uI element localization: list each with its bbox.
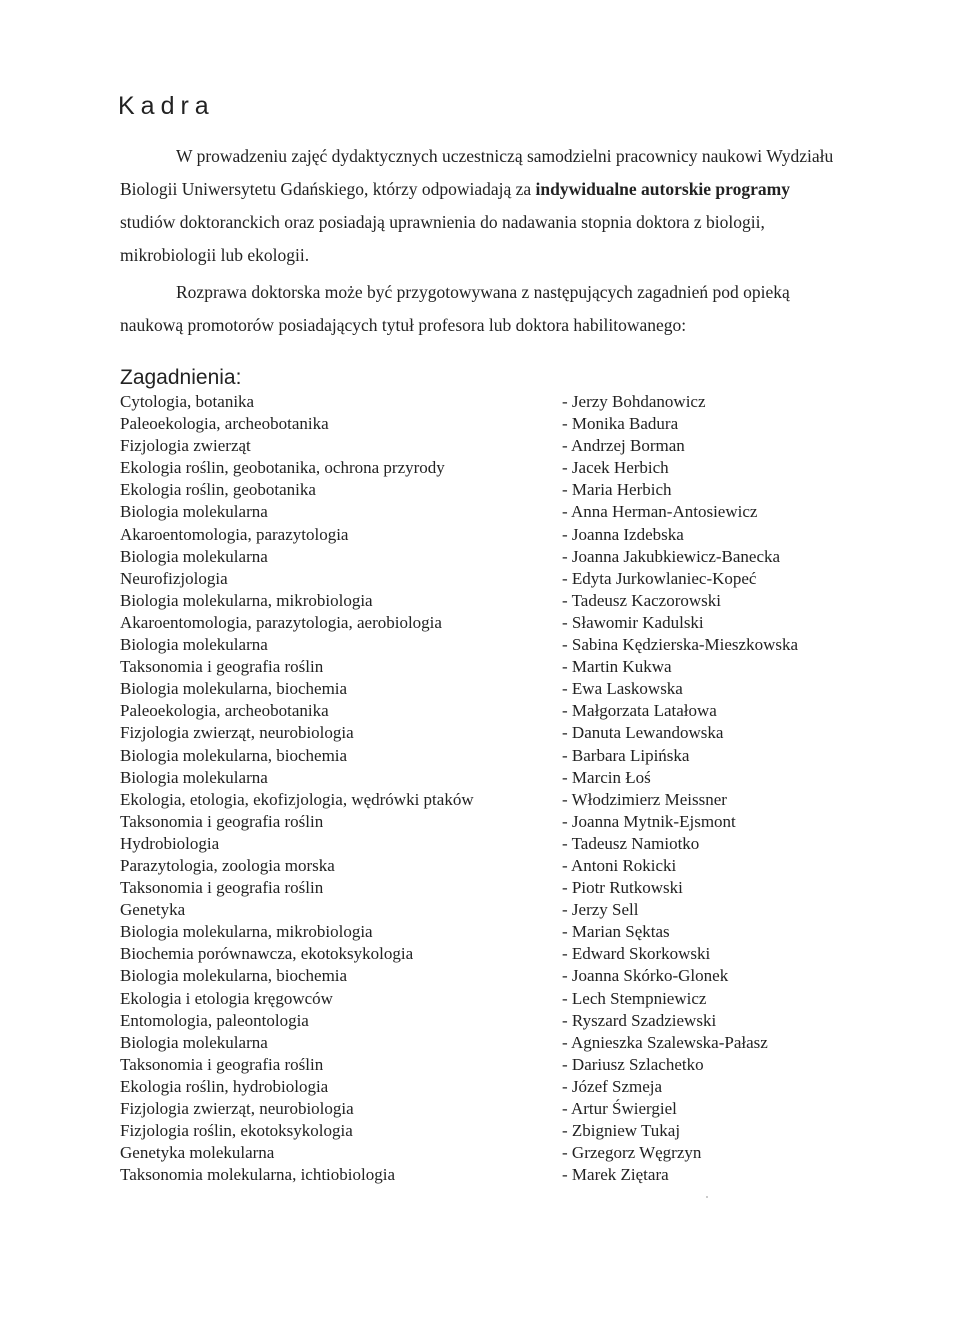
supervisor-item: - Sławomir Kadulski bbox=[562, 612, 704, 632]
topic-item: Ekologia, etologia, ekofizjologia, wędrówki ptaków bbox=[120, 789, 474, 809]
supervisor-item: - Ewa Laskowska bbox=[562, 679, 683, 699]
page-title: Kadra bbox=[118, 92, 215, 120]
supervisor-item: - Małgorzata Latałowa bbox=[562, 701, 717, 721]
topic-item: Taksonomia i geografia roślin bbox=[120, 1054, 324, 1074]
supervisor-item: - Piotr Rutkowski bbox=[562, 878, 683, 898]
supervisor-item: - Józef Szmeja bbox=[562, 1076, 663, 1096]
supervisor-item: - Artur Świergiel bbox=[562, 1099, 677, 1118]
scan-speck bbox=[706, 1196, 708, 1198]
supervisor-item: - Lech Stempniewicz bbox=[562, 988, 707, 1008]
supervisor-item: - Jacek Herbich bbox=[562, 458, 669, 478]
topic-item: Taksonomia i geografia roślin bbox=[120, 657, 324, 677]
intro-paragraph bbox=[120, 140, 840, 272]
topic-item: Taksonomia i geografia roślin bbox=[120, 811, 324, 831]
topic-item: Cytologia, botanika bbox=[120, 392, 255, 411]
topics-list bbox=[120, 391, 550, 1186]
topic-item: Biologia molekularna bbox=[120, 635, 268, 655]
supervisor-item: - Jerzy Bohdanowicz bbox=[562, 392, 706, 411]
topic-item: Biologia molekularna bbox=[120, 502, 268, 522]
supervisor-item: - Sabina Kędzierska-Mieszkowska bbox=[562, 635, 799, 655]
topic-item: Biologia molekularna bbox=[120, 1032, 268, 1052]
supervision-text: Rozprawa doktorska może być przygotowywana z następujących zagadnień pod opieką naukową promotorów posiadających tytuł profesora lub doktora habilitowanego: bbox=[120, 282, 790, 335]
topic-item: Biochemia porównawcza, ekotoksykologia bbox=[120, 944, 414, 964]
supervisor-item: - Marian Sęktas bbox=[562, 922, 670, 942]
supervisor-item: - Grzegorz Węgrzyn bbox=[562, 1143, 702, 1163]
topic-item: Biologia molekularna bbox=[120, 767, 268, 787]
supervisor-item: - Tadeusz Kaczorowski bbox=[562, 590, 721, 610]
topic-item: Paleoekologia, archeobotanika bbox=[120, 414, 329, 434]
supervisor-item: - Marek Ziętara bbox=[562, 1165, 669, 1185]
topic-item: Biologia molekularna, biochemia bbox=[120, 966, 348, 986]
intro-text-2: studiów doktoranckich oraz posiadają uprawnienia do nadawania stopnia doktora z biologii, mikrobiologii lub ekologii. bbox=[120, 212, 765, 265]
topic-item: Biologia molekularna, mikrobiologia bbox=[120, 922, 373, 942]
topic-item: Biologia molekularna bbox=[120, 546, 268, 566]
topic-item: Paleoekologia, archeobotanika bbox=[120, 701, 329, 721]
topic-item: Fizjologia roślin, ekotoksykologia bbox=[120, 1121, 353, 1141]
topic-item: Biologia molekularna, biochemia bbox=[120, 745, 348, 765]
intro-bold-text: indywidualne autorskie programy bbox=[535, 179, 790, 199]
supervisor-item: - Edyta Jurkowlaniec-Kopeć bbox=[562, 568, 757, 588]
supervisor-item: - Maria Herbich bbox=[562, 480, 672, 500]
topic-item: Ekologia roślin, geobotanika bbox=[120, 480, 316, 500]
supervisor-item: - Tadeusz Namiotko bbox=[562, 833, 700, 853]
topic-item: Biologia molekularna, mikrobiologia bbox=[120, 590, 373, 610]
supervisor-item: - Andrzej Borman bbox=[562, 436, 685, 456]
supervisor-item: - Marcin Łoś bbox=[562, 767, 651, 787]
supervisor-item: - Anna Herman-Antosiewicz bbox=[562, 502, 758, 522]
supervisor-item: - Martin Kukwa bbox=[562, 657, 672, 677]
topic-item: Parazytologia, zoologia morska bbox=[120, 855, 335, 875]
topic-item: Fizjologia zwierząt, neurobiologia bbox=[120, 723, 354, 743]
topic-item: Ekologia roślin, hydrobiologia bbox=[120, 1076, 329, 1096]
supervisor-item: - Dariusz Szlachetko bbox=[562, 1054, 704, 1074]
supervisor-item: - Barbara Lipińska bbox=[562, 745, 690, 765]
intro-text-1: W prowadzeniu zajęć dydaktycznych uczestniczą samodzielni pracownicy naukowi Wydziału Biologii Uniwersytetu Gdańskiego, którzy odpowiadają za bbox=[120, 146, 834, 199]
topic-item: Genetyka molekularna bbox=[120, 1143, 275, 1163]
topics-heading: Zagadnienia: bbox=[120, 366, 242, 389]
topic-item: Biologia molekularna, biochemia bbox=[120, 679, 348, 699]
supervisor-item: - Antoni Rokicki bbox=[562, 855, 677, 875]
topic-item: Akaroentomologia, parazytologia bbox=[120, 524, 349, 544]
supervisor-item: - Monika Badura bbox=[562, 414, 679, 434]
supervisor-item: - Joanna Jakubkiewicz-Banecka bbox=[562, 546, 781, 566]
supervisors-list bbox=[562, 391, 952, 1186]
supervision-paragraph bbox=[120, 276, 840, 342]
topic-item: Taksonomia i geografia roślin bbox=[120, 878, 324, 898]
supervisor-item: - Edward Skorkowski bbox=[562, 944, 711, 964]
supervisor-item: - Zbigniew Tukaj bbox=[562, 1121, 681, 1141]
topic-item: Ekologia roślin, geobotanika, ochrona przyrody bbox=[120, 458, 445, 478]
topic-item: Ekologia i etologia kręgowców bbox=[120, 988, 333, 1008]
supervisor-item: - Danuta Lewandowska bbox=[562, 723, 724, 743]
supervisor-item: - Joanna Skórko-Glonek bbox=[562, 966, 729, 986]
topic-item: Fizjologia zwierząt, neurobiologia bbox=[120, 1099, 354, 1118]
supervisor-item: - Włodzimierz Meissner bbox=[562, 789, 727, 809]
supervisor-item: - Joanna Mytnik-Ejsmont bbox=[562, 811, 736, 831]
topic-item: Taksonomia molekularna, ichtiobiologia bbox=[120, 1165, 395, 1185]
topic-item: Neurofizjologia bbox=[120, 568, 228, 588]
topic-item: Hydrobiologia bbox=[120, 833, 220, 853]
supervisor-item: - Agnieszka Szalewska-Pałasz bbox=[562, 1032, 768, 1052]
supervisor-item: - Jerzy Sell bbox=[562, 900, 639, 920]
topic-item: Fizjologia zwierząt bbox=[120, 436, 251, 456]
topic-item: Genetyka bbox=[120, 900, 186, 920]
supervisor-item: - Ryszard Szadziewski bbox=[562, 1010, 717, 1030]
supervisor-item: - Joanna Izdebska bbox=[562, 524, 684, 544]
topic-item: Entomologia, paleontologia bbox=[120, 1010, 309, 1030]
topic-item: Akaroentomologia, parazytologia, aerobiologia bbox=[120, 612, 442, 632]
